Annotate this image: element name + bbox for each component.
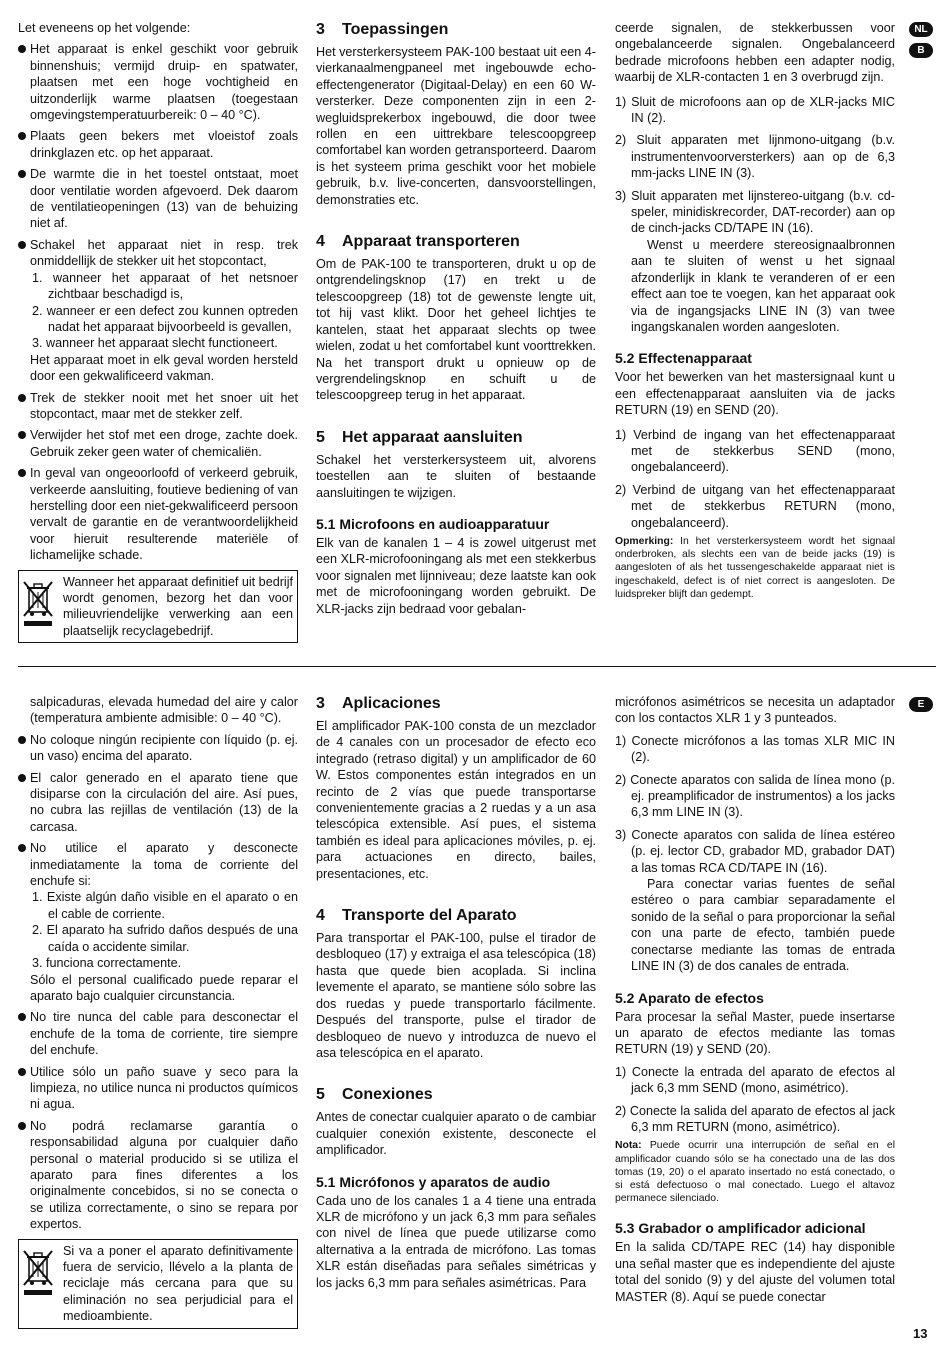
nl-heading-5-1: 5.1 Microfoons en audioapparatuur (316, 515, 550, 532)
nl-effects-text: Voor het bewerken van het mastersignaal kunt u een effectenapparaat aansluiten via de jacks RETURN (19) en SEND (20). (615, 370, 895, 418)
language-badge-b: B (909, 43, 933, 58)
nl-safety-intro: Let eveneens op het volgende: (18, 21, 191, 35)
es-input-steps (615, 733, 895, 876)
nl-stereo-sources-text: Wenst u meerdere stereosignaalbronnen aan te sluiten of wenst u het signaal afzonderlijk in klank te veranderen of er een effect aan toe te voegen, kan het apparaat ook via de ingangsjacks LINE IN (3) van twee ingangskanalen worden aangesloten. (631, 237, 895, 334)
es-microphones-text: Cada uno de los canales 1 a 4 tiene una entrada XLR de micrófono y un jack 6,3 mm para señales con nivel de línea que puede utilizarse como alternativa a la entrada de micrófono. Las tomas XLR están diseñadas para señales simétricas y los jacks 6,3 mm para señales asimétricas. Para (316, 1193, 596, 1290)
nl-column-3 (615, 20, 895, 601)
nl-step: 1) Sluit de microfoons aan op de XLR-jacks MIC IN (2). (615, 94, 895, 126)
nl-unplug-conditions (30, 270, 298, 352)
es-heading-5-3: 5.3 Grabador o amplificador adicional (615, 1220, 866, 1237)
es-heading-5-2: 5.2 Aparato de efectos (615, 989, 764, 1006)
nl-heading-5-2: 5.2 Effectenapparaat (615, 350, 752, 367)
nl-safety-bullet: In geval van ongeoorloofd of verkeerd gebruik, verkeerde aansluiting, foutieve bediening of van herstelling door een niet-gekwalificeerd persoon vervalt de garantie en de verantwoordelijkheid voor hieruit resulterende materiële of lichamelijke schade. (18, 465, 298, 563)
section-divider (18, 666, 936, 667)
nl-input-steps (615, 94, 895, 237)
nl-transport-text: Om de PAK-100 te transporteren, drukt u op de ontgrendelingsknop (17) en trekt u de telescoopgreep (18) tot de gewenste lengte uit, tot hij vast klikt. Door het geheel lichtjes te kantelen, staat het apparaat slechts op twee wielen, zodat u het comfortabel kunt voorttrekken. Na het transport drukt u opnieuw op de vergrendelingsknop en schuift u de telescoopgreep terug in het apparaat. (316, 257, 596, 403)
nl-step: 2) Verbind de uitgang van het effectenapparaat met de stekkerbus RETURN (mono, ongebalanceerd). (615, 482, 895, 530)
nl-safety-bullet: Verwijder het stof met een droge, zachte doek. Gebruik zeker geen water of chemicaliën. (18, 427, 298, 460)
nl-heading-5: 5 Het apparaat aansluiten (316, 428, 523, 446)
nl-safety-bullet: Trek de stekker nooit met het snoer uit het stopcontact, maar met de stekker zelf. (18, 390, 298, 423)
es-column-3 (615, 694, 895, 1305)
language-badge-nl: NL (909, 22, 933, 37)
nl-step: 3) Sluit apparaten met lijnstereo-uitgang (b.v. cd-speler, minidiskrecorder, DAT-recorder) aan op de cinch-jacks CD/TAPE IN (16). (615, 188, 895, 236)
es-column-1 (18, 694, 298, 1329)
nl-column-2 (316, 20, 596, 617)
es-microphones-text-cont: micrófonos asimétricos se necesita un adaptador con los contactos XLR 1 y 3 punteados. (615, 695, 895, 726)
es-heading-3: 3 Aplicaciones (316, 695, 441, 712)
nl-step: 1) Verbind de ingang van het effectenapparaat met de stekkerbus SEND (mono, ongebalanceerd). (615, 427, 895, 475)
es-safety-intro: salpicaduras, elevada humedad del aire y calor (temperatura ambiente admisible: 0 – 40 °C). (30, 695, 298, 726)
es-step: 3) Conecte aparatos con salida de línea estéreo (p. ej. lector CD, grabador MD, grabador DAT) a las tomas RCA CD/TAPE IN (16). (615, 827, 895, 875)
nl-heading-4: 4 Apparaat transporteren (316, 233, 520, 251)
nl-disposal-text: Wanneer het apparaat definitief uit bedrijf wordt genomen, bezorg het dan voor milieuvriendelijke verwerking aan een plaatselijk recyclagebedrijf. (63, 574, 293, 638)
nl-unplug-text: Schakel het apparaat niet in resp. trek onmiddellijk de stekker uit het stopcontact, (30, 237, 298, 269)
es-unplug-conditions (30, 889, 298, 971)
nl-unplug-condition: 3. wanneer het apparaat slecht functioneert. (32, 336, 278, 351)
es-applications-text: El amplificador PAK-100 consta de un mezclador de 4 canales con un procesador de efecto eco integrado (retraso digital) y un amplificador de 60 W. Estos componentes están integrados en un recinto de 2 vías que puede transportarse convenientemente gracias a 2 ruedas y a un asa telescópica extensible. Así pues, el sistema también es ideal para aplicaciones móviles, p. ej. para actuaciones en directo, bailes, presentaciones, etc. (316, 719, 596, 881)
page-number: 13 (913, 1326, 928, 1341)
es-safety-bullet: No tire nunca del cable para desconectar el enchufe de la toma de corriente, tire siempre del enchufe. (18, 1009, 298, 1058)
es-safety-bullet-unplug (18, 840, 298, 1004)
es-safety-bullet: El calor generado en el aparato tiene que disiparse con la circulación del aire. Así pues, no cubra las rejillas de ventilación (13) de la carcasa. (18, 770, 298, 836)
es-effects-steps (615, 1064, 895, 1136)
es-unplug-repair: Sólo el personal cualificado puede reparar el aparato bajo cualquier circunstancia. (30, 972, 298, 1003)
nl-microphones-text-cont: ceerde signalen, de stekkerbussen voor ongebalanceerde signalen. Ongebalanceerd bedrade microfoons hebben een adapter nodig, waarbij de XLR-contacten 1 en 3 overbrugd zijn. (615, 21, 895, 85)
es-unplug-condition: 1. Existe algún daño visible en el aparato o en el cable de corriente. (32, 890, 298, 921)
nl-safety-bullet: De warmte die in het toestel ontstaat, moet door ventilatie worden afgevoerd. Dek daarom de ventilatieopeningen (13) van de behuizing niet af. (18, 166, 298, 232)
es-effects-text: Para procesar la señal Master, puede insertarse un aparato de efectos mediante las tomas RETURN (19) y SEND (20). (615, 1009, 895, 1057)
crossed-bin-icon (21, 1247, 55, 1297)
nl-unplug-condition: 2. wanneer er een defect zou kunnen optreden nadat het apparaat bijvoorbeeld is gevallen, (32, 303, 298, 334)
es-safety-bullet: Utilice sólo un paño suave y seco para la limpieza, no utilice nunca ni productos químicos ni agua. (18, 1064, 298, 1113)
es-safety-bullet: No podrá reclamarse garantía o responsabilidad alguna por cualquier daño personal o material producido si se utiliza el aparato para fines diferentes a los originalmente concebidos, si no se conecta o se utiliza correctamente, o sino se repara por expertos. (18, 1118, 298, 1233)
es-step: 2) Conecte aparatos con salida de línea mono (p. ej. preamplificador de instrumentos) a los jacks 6,3 mm LINE IN (3). (615, 772, 895, 820)
es-disposal-text: Si va a poner el aparato definitivamente fuera de servicio, llévelo a la planta de reciclaje más cercana para que su eliminación no sea perjudicial para el medioambiente. (63, 1243, 293, 1324)
nl-connect-text: Schakel het versterkersysteem uit, alvorens toestellen aan te sluiten of bestaande aansluitingen te wijzigen. (316, 452, 596, 500)
es-heading-5: 5 Conexiones (316, 1086, 433, 1104)
es-connect-text: Antes de conectar cualquier aparato o de cambiar cualquier conexión existente, desconecte el amplificador. (316, 1110, 596, 1158)
nl-microphones-text: Elk van de kanalen 1 – 4 is zowel uitgerust met een XLR-microfooningang als met een stekkerbus voor signalen met lijnniveau; deze laatste kan ook met de microfooningang worden gebruikt. De XLR-jacks zijn bedraad voor gebalan- (316, 535, 596, 616)
crossed-bin-icon (21, 578, 55, 628)
es-transport-text: Para transportar el PAK-100, pulse el tirador de desbloqueo (17) y extraiga el asa telescópica (18) hasta que quede bien acoplada. Si inclina levemente el aparato, se mantiene sólo sobre las dos ruedas y puede transportarlo fácilmente. Después del transporte, pulse el tirador de desbloqueo de nuevo y introduzca de nuevo el asa telescópica en el aparato. (316, 931, 596, 1060)
nl-safety-bullet: Plaats geen bekers met vloeistof zoals drinkglazen etc. op het apparaat. (18, 128, 298, 161)
es-unplug-condition: 3. funciona correctamente. (32, 956, 182, 971)
es-disposal-notice (18, 1239, 298, 1329)
es-unplug-condition: 2. El aparato ha sufrido daños después de una caída o accidente similar. (32, 923, 298, 954)
nl-safety-bullet-unplug (18, 237, 298, 385)
nl-step: 2) Sluit apparaten met lijnmono-uitgang (b.v. instrumentenvoorversterkers) aan op de 6,3 mm-jacks LINE IN (3). (615, 133, 895, 181)
es-column-2 (316, 694, 596, 1291)
language-badge-e: E (909, 697, 933, 712)
es-stereo-sources-text: Para conectar varias fuentes de señal estéreo o para cambiar separadamente el sonido de la señal o para proporcionar la señal con una parte de efecto, también puede conectarse mediante las tomas de entrada LINE IN (3) de dos canales de entrada. (631, 877, 895, 974)
es-unplug-text: No utilice el aparato y desconecte inmediatamente la toma de corriente del enchufe si: (30, 841, 298, 889)
es-step: 1) Conecte micrófonos a las tomas XLR MIC IN (2). (615, 733, 895, 765)
es-step: 2) Conecte la salida del aparato de efectos al jack 6,3 mm RETURN (mono, asimétrico). (615, 1103, 895, 1134)
es-heading-4: 4 Transporte del Aparato (316, 907, 517, 925)
es-note: Nota: Puede ocurrir una interrupción de señal en el amplificador cuando sólo se ha conectado una de las dos tomas (19, 20) o el aparato insertado no está conectado, o si está defectuoso o mal conectado. Luego el altavoz permanece silenciado. (615, 1140, 896, 1205)
nl-applications-text: Het versterkersysteem PAK-100 bestaat uit een 4-vierkanaalmengpaneel met ingebouwde echo-effectengenerator (Digitaal-Delay) en een 60 W-versterker. Deze componenten zijn in een 2-wegluidsprekerbox ingebouwd, die door twee rollen en een uittrekbare telescoopgreep comfortabel kan worden getransporteerd. Daarom is het systeem prima geschikt voor het mobiele gebruik, b.v. live-concerten, dansvoorstellingen, demonstraties etc. (316, 45, 596, 207)
es-recorder-text: En la salida CD/TAPE REC (14) hay disponible una señal master que es independiente del ajuste total del sonido (9) y del ajuste del volumen total MASTER (8). Aquí se puede conectar (615, 1240, 895, 1304)
nl-effects-steps (615, 427, 895, 531)
es-step: 1) Conecte la entrada del aparato de efectos al jack 6,3 mm SEND (mono, asimétrico). (615, 1064, 895, 1096)
nl-disposal-notice (18, 570, 298, 644)
nl-unplug-repair: Het apparaat moet in elk geval worden hersteld door een gekwalificeerd vakman. (30, 352, 298, 384)
nl-note: Opmerking: In het versterkersysteem wordt het signaal onderbroken, als slechts een van de beide jacks (19) is aangesloten of als het tussengeschakelde apparaat niet is ingeschakeld, defect is of niet correct is aangesloten. De luidspreker blijft dan gedempt. (615, 535, 896, 600)
nl-safety-bullet: Het apparaat is enkel geschikt voor gebruik binnenshuis; vermijd druip- en spatwater, plaatsen met een hoge vochtigheid en uitzonderlijk warme plaatsen (toegestaan omgevingstemperatuurbereik: 0 – 40 °C). (18, 41, 298, 123)
nl-unplug-condition: 1. wanneer het apparaat of het netsnoer zichtbaar beschadigd is, (32, 270, 298, 302)
nl-heading-3: 3 Toepassingen (316, 21, 449, 38)
es-heading-5-1: 5.1 Micrófonos y aparatos de audio (316, 1173, 551, 1190)
es-safety-bullet: No coloque ningún recipiente con líquido (p. ej. un vaso) encima del aparato. (18, 732, 298, 765)
nl-column-1 (18, 20, 298, 643)
